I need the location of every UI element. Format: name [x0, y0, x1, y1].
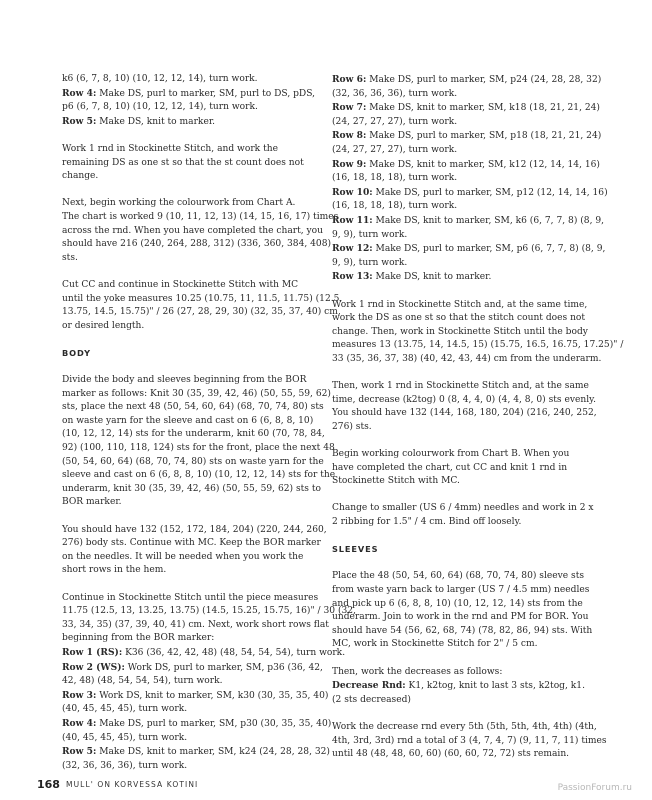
text-line: [62, 401, 324, 415]
text-line: [62, 157, 314, 171]
text-segment: Then, work 1 rnd in Stockinette Stitch and, at the same: [332, 381, 589, 392]
text-line: [62, 717, 332, 732]
text-segment: underarm, knit 30 (35, 39, 42, 46) (50, 55, 59, 62) sts to: [62, 483, 321, 494]
text-line: [62, 415, 314, 429]
text-line: [62, 279, 314, 293]
book-title: MULL' ON KORVESSA KOTINI: [66, 780, 199, 789]
paragraph: [332, 570, 593, 652]
text-segment: from waste yarn back to larger (US 7 / 4.5 mm) needles: [332, 584, 590, 595]
paragraph: [62, 197, 339, 265]
text-line: [332, 735, 607, 749]
text-segment: You should have 132 (144, 168, 180, 204) (216, 240, 252,: [332, 408, 597, 419]
paragraph: [62, 143, 314, 184]
text-segment: until the yoke measures 10.25 (10.75, 11, 11.5, 11.75) (12.5,: [62, 293, 343, 304]
text-line: [332, 502, 594, 516]
text-line: [62, 483, 321, 497]
text-segment: (16, 18, 18, 18), turn work.: [332, 201, 458, 212]
text-segment: Make DS, knit to marker, SM, k24 (24, 28, 28, 32): [96, 747, 330, 758]
text-segment: Work 1 rnd in Stockinette Stitch and, at the same time,: [332, 299, 588, 310]
text-segment: Place the 48 (50, 54, 60, 64) (68, 70, 74, 80) sleeve sts: [332, 571, 585, 582]
text-line: [332, 270, 584, 285]
text-segment: have completed the chart, cut CC and knit 1 rnd in: [332, 462, 568, 473]
text-line: [332, 101, 600, 116]
text-segment: K36 (36, 42, 42, 48) (48, 54, 54, 54), turn work.: [122, 647, 346, 658]
text-segment: p6 (6, 7, 8, 10) (10, 12, 12, 14), turn work.: [62, 102, 258, 113]
text-segment: 276) body sts. Continue with MC. Keep the BOR marker: [62, 538, 321, 549]
text-line: [332, 625, 593, 639]
text-segment: (24, 27, 27, 27), turn work.: [332, 116, 458, 127]
text-segment: marker as follows: Knit 30 (35, 39, 42, 46) (50, 55, 59, 62): [62, 388, 331, 399]
text-segment: (32, 36, 36, 36), turn work.: [332, 88, 458, 99]
text-segment: Change to smaller (US 6 / 4mm) needles and work in 2 x: [332, 503, 594, 514]
row-label: Row 2 (WS):: [62, 661, 125, 673]
row-label: Row 4:: [62, 87, 97, 99]
text-segment: on waste yarn for the sleeve and cast on 6 (6, 8, 8, 10): [62, 415, 314, 426]
text-line: [332, 584, 590, 598]
row-label: Row 10:: [332, 186, 373, 198]
text-line: [62, 703, 314, 717]
text-segment: remaining DS as one st so that the st count does not: [62, 157, 304, 168]
text-segment: short rows in the hem.: [62, 565, 167, 576]
text-segment: or desired length.: [62, 320, 145, 331]
text-line: [62, 225, 323, 239]
text-line: [332, 257, 584, 271]
text-line: [62, 170, 314, 184]
text-line: [62, 496, 314, 510]
text-line: [332, 462, 584, 476]
text-line: [332, 299, 588, 313]
text-line: [62, 143, 314, 157]
text-line: [332, 611, 589, 625]
text-segment: Make DS, purl to marker, SM, p6 (6, 7, 7, 8) (8, 9,: [372, 244, 606, 255]
text-segment: Next, begin working the colourwork from Chart A.: [62, 198, 296, 209]
text-line: [332, 326, 588, 340]
text-line: [62, 306, 341, 320]
text-line: [332, 516, 584, 530]
paragraph: [62, 279, 343, 333]
text-line: [62, 87, 314, 102]
text-line: [62, 442, 335, 456]
row-label: Row 13:: [332, 271, 373, 283]
text-line: [62, 661, 323, 676]
text-line: [62, 469, 336, 483]
paragraph: [332, 721, 607, 762]
text-line: [332, 380, 589, 394]
text-line: [62, 197, 314, 211]
paragraph: [62, 374, 336, 510]
text-line: [332, 214, 605, 229]
text-segment: across the rnd. When you have completed the chart, you: [62, 225, 323, 236]
text-line: [332, 200, 584, 214]
text-segment: change. Then, work in Stockinette Stitch until the body: [332, 326, 588, 337]
text-line: [62, 524, 327, 538]
text-line: [332, 421, 584, 435]
section-heading: BODY: [62, 347, 91, 358]
text-segment: (50, 54, 60, 64) (68, 70, 74, 80) sts on waste yarn for the: [62, 456, 324, 467]
right-column: [332, 73, 624, 775]
text-segment: 4th, 3rd, 3rd) rnd a total of 3 (4, 7, 4, 7) (9, 11, 7, 11) times: [332, 735, 607, 746]
text-segment: BOR marker.: [62, 497, 122, 508]
text-segment: (32, 36, 36, 36), turn work.: [62, 760, 188, 771]
text-segment: 9, 9), turn work.: [332, 257, 408, 268]
text-segment: Work 1 rnd in Stockinette Stitch, and work the: [62, 143, 278, 154]
text-segment: (16, 18, 18, 18), turn work.: [332, 173, 458, 184]
text-line: [62, 320, 314, 334]
text-line: [332, 694, 584, 708]
text-segment: 11.75 (12.5, 13, 13.25, 13.75) (14.5, 15.25, 15.75, 16)" / 30 (32,: [62, 606, 356, 617]
paragraph: [62, 524, 327, 578]
text-line: [62, 646, 346, 661]
text-line: [62, 760, 314, 774]
text-line: [332, 186, 608, 201]
row-label: Row 5:: [62, 746, 97, 758]
text-line: [332, 407, 597, 421]
text-segment: time, decrease (k2tog) 0 (8, 4, 4, 0) (4, 4, 8, 0) sts evenly.: [332, 394, 596, 405]
text-line: [62, 456, 324, 470]
text-segment: k6 (6, 7, 8, 10) (10, 12, 12, 14), turn work.: [62, 74, 258, 84]
text-segment: underarm. Join to work in the rnd and PM for BOR. You: [332, 612, 589, 623]
text-line: [62, 211, 339, 225]
text-segment: 33, 34, 35) (37, 39, 40, 41) cm. Next, work short rows flat: [62, 619, 329, 630]
text-segment: Make DS, knit to marker.: [96, 116, 216, 127]
text-line: [62, 428, 325, 442]
text-segment: change.: [62, 171, 99, 182]
text-line: [332, 353, 602, 367]
text-line: [332, 679, 584, 694]
text-segment: Work DS, purl to marker, SM, p36 (36, 42,: [124, 662, 323, 673]
text-line: [62, 537, 321, 551]
text-segment: 9, 9), turn work.: [332, 229, 408, 240]
paragraph: [62, 592, 356, 774]
text-line: [332, 638, 584, 652]
text-line: [332, 312, 584, 326]
text-segment: should have 54 (56, 62, 68, 74) (78, 82, 86, 94) sts. With: [332, 625, 593, 636]
text-segment: (10, 12, 12, 14) sts for the underarm, knit 60 (70, 78, 84,: [62, 429, 325, 440]
text-line: [332, 570, 584, 584]
text-line: [62, 115, 314, 130]
text-segment: measures 13 (13.75, 14, 14.5, 15) (15.75, 16.5, 16.75, 17.25)" /: [332, 340, 624, 351]
text-segment: 276) sts.: [332, 421, 372, 432]
text-segment: The chart is worked 9 (10, 11, 12, 13) (14, 15, 16, 17) times: [62, 211, 339, 222]
text-line: [62, 73, 314, 87]
paragraph: [332, 380, 597, 434]
text-line: [332, 721, 597, 735]
paragraph: [332, 448, 584, 489]
text-segment: (40, 45, 45, 45), turn work.: [62, 732, 188, 743]
text-segment: MC, work in Stockinette Stitch for 2" / 5 cm.: [332, 639, 538, 650]
text-segment: Make DS, knit to marker, SM, k12 (12, 14, 14, 16): [366, 159, 600, 170]
text-segment: Stockinette Stitch with MC.: [332, 476, 460, 487]
text-segment: until 48 (48, 48, 60, 60) (60, 60, 72, 72) sts remain.: [332, 749, 570, 760]
text-segment: beginning from the BOR marker:: [62, 633, 215, 644]
text-segment: 92) (100, 110, 118, 124) sts for the front, place the next 48: [62, 443, 335, 454]
text-line: [332, 229, 584, 243]
text-line: [332, 448, 584, 462]
text-line: [332, 475, 584, 489]
text-line: [332, 144, 584, 158]
text-segment: Work DS, knit to marker, SM, k30 (30, 35, 35, 40): [96, 690, 329, 701]
text-segment: (40, 45, 45, 45), turn work.: [62, 704, 188, 715]
text-segment: Cut CC and continue in Stockinette Stitch with MC: [62, 279, 299, 290]
text-line: [62, 689, 329, 704]
text-line: [62, 551, 314, 565]
text-segment: K1, k2tog, knit to last 3 sts, k2tog, k1.: [405, 681, 585, 692]
text-line: [332, 339, 624, 353]
text-segment: Make DS, purl to marker, SM, p30 (30, 35, 35, 40): [96, 718, 332, 729]
text-line: [332, 394, 596, 408]
row-label: Row 6:: [332, 74, 367, 85]
text-segment: 33 (35, 36, 37, 38) (40, 42, 43, 44) cm from the underarm.: [332, 353, 602, 364]
text-line: [332, 666, 584, 680]
text-line: [332, 158, 600, 173]
text-segment: Divide the body and sleeves beginning from the BOR: [62, 375, 307, 386]
text-segment: should have 216 (240, 264, 288, 312) (336, 360, 384, 408): [62, 239, 332, 250]
row-label: Row 12:: [332, 243, 373, 255]
section-heading: SLEEVES: [332, 544, 379, 555]
text-segment: Make DS, purl to marker, SM, p12 (12, 14, 14, 16): [372, 187, 608, 198]
page-number: 168: [37, 778, 60, 791]
text-segment: sts.: [62, 252, 78, 263]
text-line: [332, 598, 584, 612]
text-segment: 2 ribbing for 1.5" / 4 cm. Bind off loosely.: [332, 517, 522, 527]
text-segment: work the DS as one st so that the stitch count does not: [332, 313, 586, 324]
text-line: [62, 101, 314, 115]
text-line: [62, 564, 314, 578]
row-label: Row 1 (RS):: [62, 646, 123, 658]
text-segment: Make DS, purl to marker, SM, p24 (24, 28, 28, 32): [366, 75, 602, 85]
text-line: [62, 745, 330, 760]
text-segment: Work the decrease rnd every 5th (5th, 5th, 4th, 4th) (4th,: [332, 721, 597, 732]
text-segment: (24, 27, 27, 27), turn work.: [332, 144, 458, 155]
text-segment: Continue in Stockinette Stitch until the piece measures: [62, 592, 319, 603]
text-line: [62, 619, 329, 633]
text-segment: on the needles. It will be needed when you work the: [62, 551, 304, 562]
paragraph: [332, 666, 584, 708]
text-segment: (2 sts decreased): [332, 694, 411, 705]
text-line: [62, 592, 319, 606]
text-line: [62, 388, 331, 402]
text-segment: sleeve and cast on 6 (6, 8, 8, 10) (10, 12, 12, 14) sts for the: [62, 470, 336, 481]
text-segment: Begin working colourwork from Chart B. When you: [332, 449, 570, 460]
text-segment: Make DS, knit to marker, SM, k6 (6, 7, 7, 8) (8, 9,: [372, 215, 605, 226]
text-segment: Make DS, knit to marker, SM, k18 (18, 21, 21, 24): [366, 103, 600, 114]
text-line: [62, 293, 343, 307]
text-line: [332, 129, 602, 144]
paragraph: [332, 299, 624, 367]
text-line: [62, 605, 356, 619]
text-segment: Make DS, purl to marker, SM, p18 (18, 21, 21, 24): [366, 131, 602, 142]
row-label: Decrease Rnd:: [332, 680, 406, 692]
text-line: [62, 675, 314, 689]
text-segment: 13.75, 14.5, 15.75)" / 26 (27, 28, 29, 30) (32, 35, 37, 40) cm,: [62, 307, 341, 318]
text-line: [62, 632, 314, 646]
text-line: [62, 732, 314, 746]
watermark-text: PassionForum.ru: [557, 783, 632, 793]
text-line: [332, 73, 602, 88]
text-segment: Make DS, purl to marker, SM, purl to DS, pDS,: [96, 88, 316, 99]
paragraph: [332, 73, 608, 285]
paragraph: [62, 73, 314, 129]
paragraph: [332, 502, 594, 529]
text-line: [332, 242, 606, 257]
text-line: [62, 252, 314, 266]
row-label: Row 3:: [62, 689, 97, 701]
text-line: [332, 116, 584, 130]
row-label: Row 11:: [332, 214, 373, 226]
text-segment: You should have 132 (152, 172, 184, 204) (220, 244, 260,: [62, 524, 327, 535]
row-label: Row 5:: [62, 115, 97, 127]
text-segment: and pick up 6 (6, 8, 8, 10) (10, 12, 12, 14) sts from the: [332, 598, 583, 609]
text-segment: 42, 48) (48, 54, 54, 54), turn work.: [62, 676, 223, 687]
row-label: Row 4:: [62, 717, 97, 729]
row-label: Row 7:: [332, 102, 367, 114]
text-segment: Then, work the decreases as follows:: [332, 666, 503, 677]
text-line: [332, 172, 584, 186]
text-segment: Make DS, knit to marker.: [372, 272, 492, 283]
text-line: [332, 88, 584, 102]
row-label: Row 9:: [332, 158, 367, 170]
text-line: [332, 748, 584, 762]
text-line: [62, 374, 314, 388]
text-line: [62, 238, 332, 252]
row-label: Row 8:: [332, 130, 367, 142]
text-segment: sts, place the next 48 (50, 54, 60, 64) (68, 70, 74, 80) sts: [62, 402, 324, 413]
